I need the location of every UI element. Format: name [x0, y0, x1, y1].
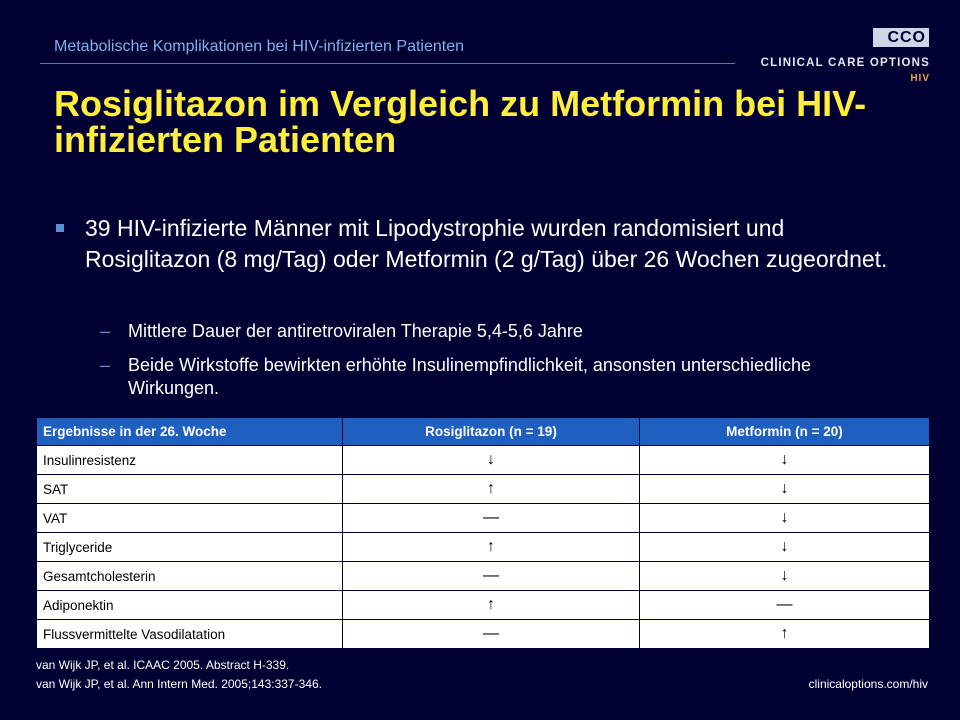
- main-bullet: [52, 213, 892, 275]
- table-row: [37, 446, 930, 475]
- sub-bullet-text: Mittlere Dauer der antiretroviralen Therapie 5,4-5,6 Jahre: [128, 321, 583, 341]
- table-row: [37, 504, 930, 533]
- rosiglitazon-value: —: [343, 562, 640, 591]
- table-row: [37, 620, 930, 649]
- main-bullet-text: 39 HIV-infizierte Männer mit Lipodystrophie wurden randomisiert und Rosiglitazon (8 mg/Tag) oder Metformin (2 g/Tag) über 26 Wochen zugeordnet.: [85, 215, 888, 272]
- table-header-row: [37, 418, 930, 446]
- bullet-square-icon: [56, 224, 64, 232]
- metformin-value: ↓: [640, 504, 930, 533]
- sub-bullet-2: [100, 354, 890, 400]
- logo-mark-text: CCO: [887, 28, 926, 46]
- dash-icon: –: [100, 321, 111, 341]
- row-label: SAT: [37, 475, 343, 504]
- table-row: [37, 533, 930, 562]
- dash-icon: –: [100, 355, 111, 375]
- rosiglitazon-value: ↑: [343, 475, 640, 504]
- table-row: [37, 562, 930, 591]
- table-row: [37, 591, 930, 620]
- logo-sub: HIV: [910, 73, 930, 84]
- footer-reference-2: van Wijk JP, et al. Ann Intern Med. 2005;143:337-346.: [36, 677, 322, 691]
- row-label: Insulinresistenz: [37, 446, 343, 475]
- header-divider: [40, 63, 735, 64]
- header-text: Metabolische Komplikationen bei HIV-infizierten Patienten: [54, 38, 465, 55]
- footer-reference-1: van Wijk JP, et al. ICAAC 2005. Abstract H-339.: [36, 658, 290, 672]
- metformin-value: ↓: [640, 475, 930, 504]
- slide-title: Rosiglitazon im Vergleich zu Metformin bei HIV-infizierten Patienten: [54, 83, 867, 160]
- column-header: Metformin (n = 20): [640, 418, 930, 446]
- metformin-value: ↓: [640, 562, 930, 591]
- row-label: Flussvermittelte Vasodilatation: [37, 620, 343, 649]
- rosiglitazon-value: ↑: [343, 533, 640, 562]
- column-header: Rosiglitazon (n = 19): [343, 418, 640, 446]
- footer-url: clinicaloptions.com/hiv: [808, 677, 928, 691]
- table-row: [37, 475, 930, 504]
- sub-bullet-1: [100, 320, 890, 343]
- logo-name: CLINICAL CARE OPTIONS: [760, 57, 930, 69]
- sub-bullet-text: Beide Wirkstoffe bewirkten erhöhte Insulinempfindlichkeit, ansonsten unterschiedliche Wirkungen.: [128, 355, 812, 398]
- metformin-value: ↑: [640, 620, 930, 649]
- metformin-value: —: [640, 591, 930, 620]
- row-label: Triglyceride: [37, 533, 343, 562]
- rosiglitazon-value: ↓: [343, 446, 640, 475]
- rosiglitazon-value: —: [343, 504, 640, 533]
- row-label: Gesamtcholesterin: [37, 562, 343, 591]
- logo-mark: [873, 28, 929, 47]
- row-label: VAT: [37, 504, 343, 533]
- metformin-value: ↓: [640, 533, 930, 562]
- column-header: Ergebnisse in der 26. Woche: [37, 418, 343, 446]
- results-table: [36, 417, 930, 649]
- rosiglitazon-value: ↑: [343, 591, 640, 620]
- metformin-value: ↓: [640, 446, 930, 475]
- rosiglitazon-value: —: [343, 620, 640, 649]
- row-label: Adiponektin: [37, 591, 343, 620]
